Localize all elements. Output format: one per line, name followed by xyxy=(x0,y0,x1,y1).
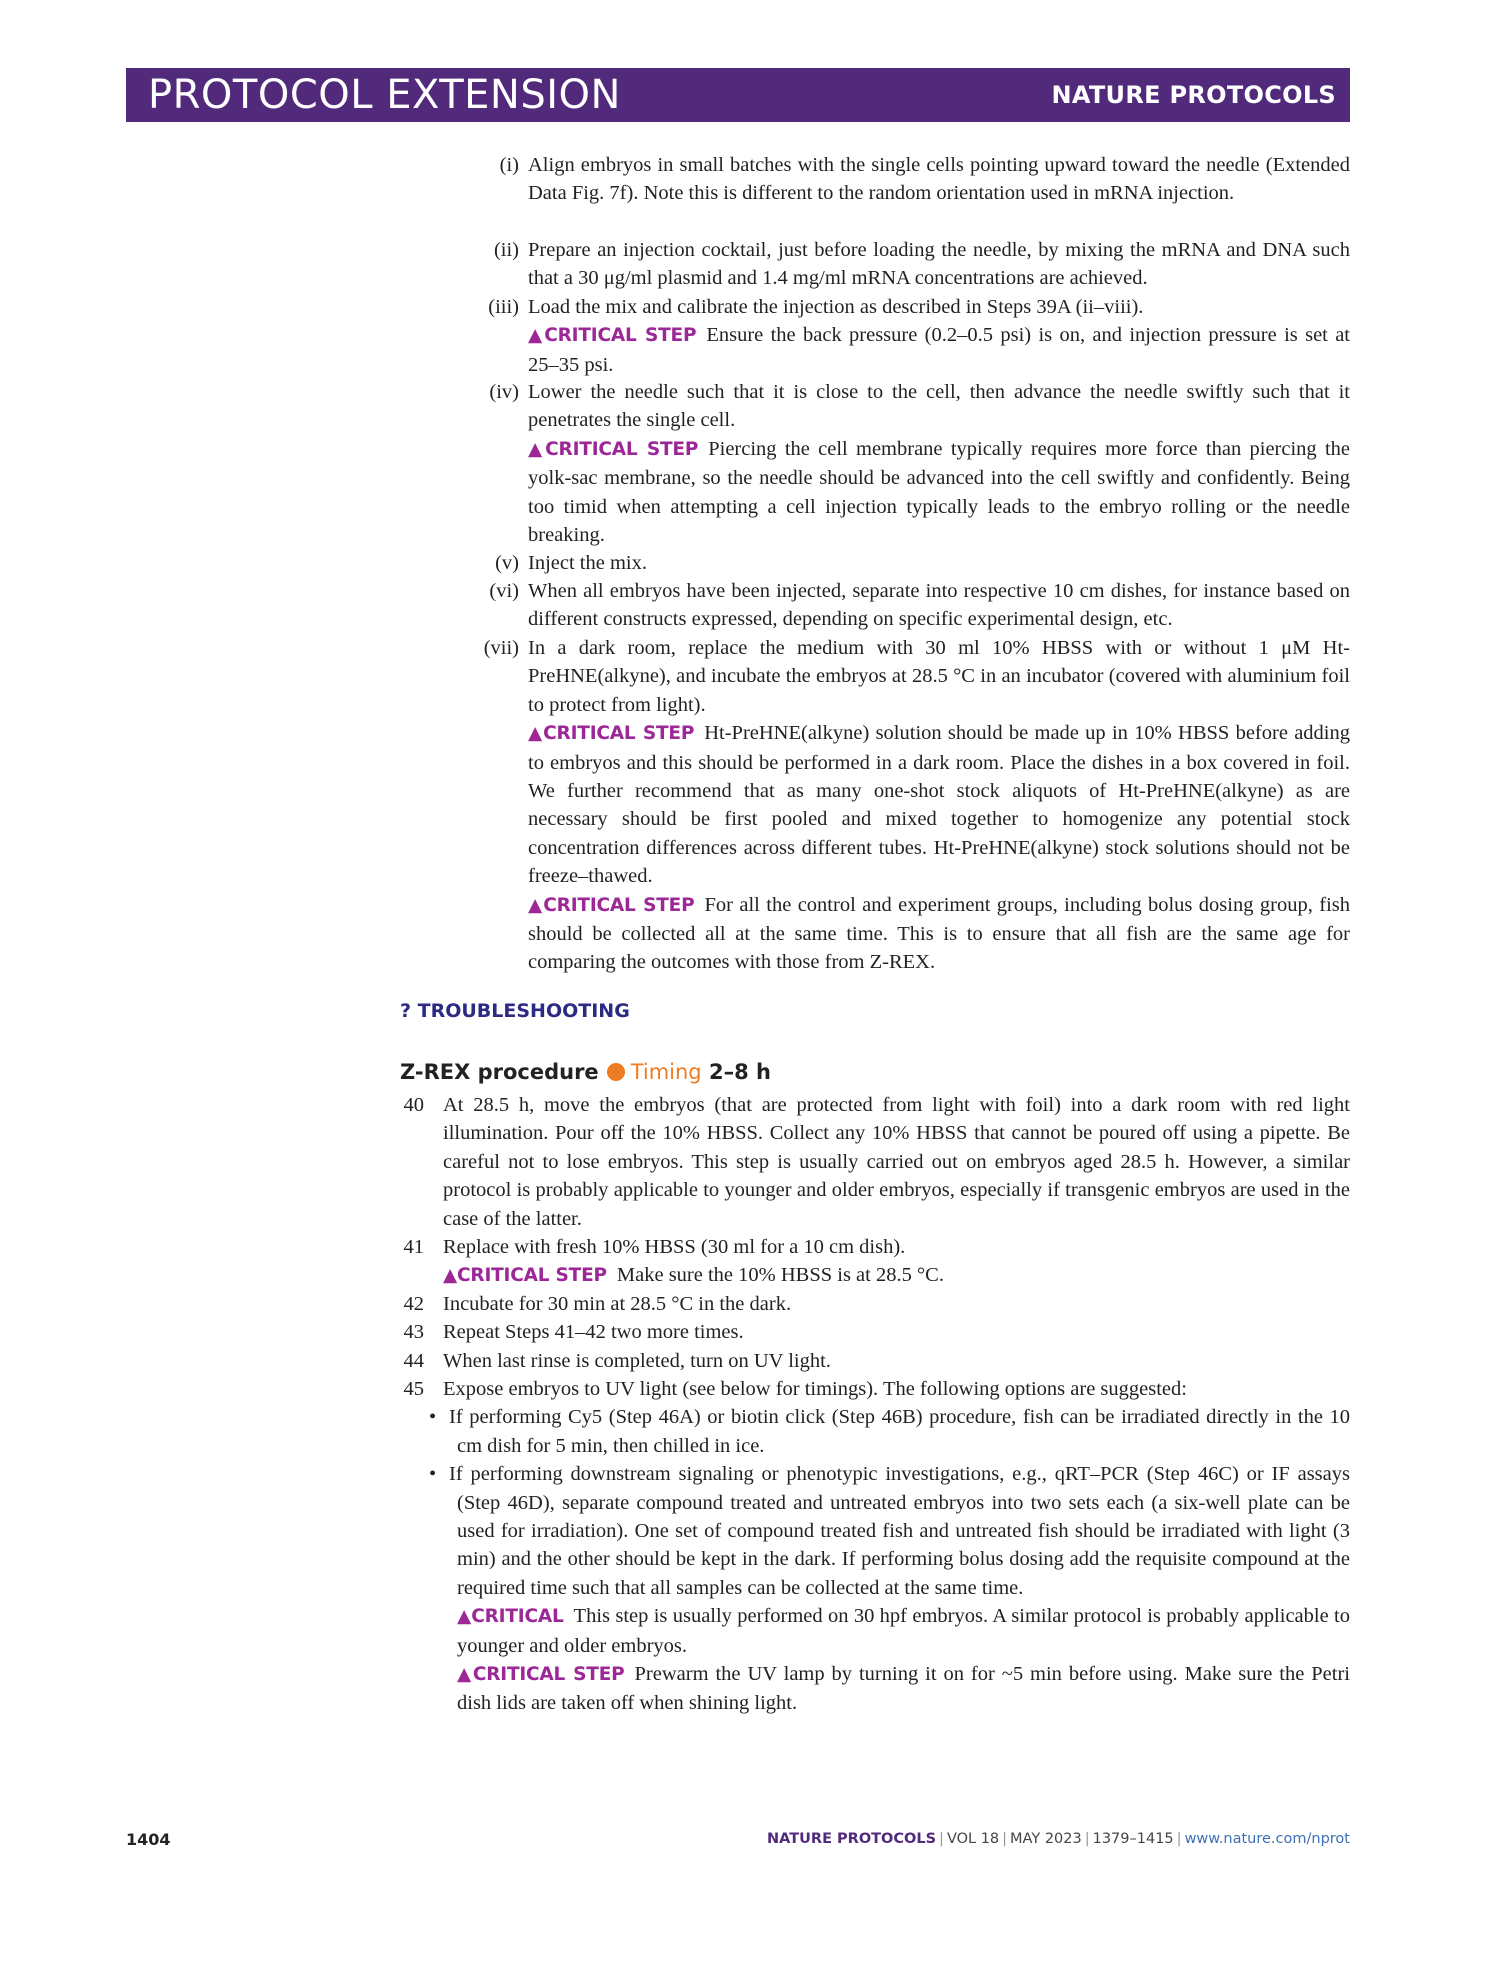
critical-step-label: ▲CRITICAL STEP xyxy=(528,894,695,916)
step-text: Incubate for 30 min at 28.5 °C in the dark. xyxy=(443,1293,792,1315)
critical-step-label: ▲CRITICAL STEP xyxy=(528,723,695,745)
timing-value: 2–8 h xyxy=(708,1060,771,1084)
substep-text: Align embryos in small batches with the single cells pointing upward toward the needle (Extended Data Fig. 7f). Note this is different to the random orientation used in mRNA injection. xyxy=(528,154,1350,205)
step-number: 45 xyxy=(403,1378,424,1400)
page-number: 1404 xyxy=(126,1830,171,1849)
critical-step-text: Ensure the back pressure (0.2–0.5 psi) is on, and injection pressure is set at 25–35 psi. xyxy=(528,324,1350,376)
substep-number: (vi) xyxy=(489,580,519,602)
substep-number: (vii) xyxy=(483,637,519,659)
journal-label: NATURE PROTOCOLS xyxy=(1051,81,1336,109)
bullet-item: • If performing Cy5 (Step 46A) or biotin click (Step 46B) procedure, fish can be irradiated directly in the 10 cm dish for 5 min, then chilled in ice. xyxy=(429,1406,1350,1457)
critical-step-label: ▲CRITICAL STEP xyxy=(457,1664,625,1686)
substep-text: Inject the mix. xyxy=(528,552,647,574)
critical-step-note xyxy=(528,719,1350,890)
critical-step-label: ▲CRITICAL STEP xyxy=(443,1265,607,1287)
timing-dot-icon xyxy=(607,1063,625,1081)
critical-step-text: Ht-PreHNE(alkyne) solution should be made up in 10% HBSS before adding to embryos and this should be performed in a dark room. Place the dishes in a box covered in foil. We further recommend that as many one-shot stock aliquots of Ht-PreHNE(alkyne) as are necessary should be first pooled and mixed together to homogenize any potential stock concentration differences across different tubes. Ht-PreHNE(alkyne) stock solutions should not be freeze–thawed. xyxy=(528,722,1351,888)
separator: | xyxy=(1002,1831,1008,1847)
timing-label: Timing xyxy=(630,1060,702,1084)
critical-step-text: For all the control and experiment groups, including bolus dosing group, fish should be collected all at the same time. This is to ensure that all fish are the same age for comparing the outcomes with those from Z-REX. xyxy=(528,893,1350,974)
critical-label: ▲CRITICAL xyxy=(457,1606,564,1628)
step-number: 44 xyxy=(403,1350,424,1372)
substep-number: (v) xyxy=(495,552,519,574)
footer-pages: 1379–1415 xyxy=(1092,1831,1174,1847)
critical-step-text: Piercing the cell membrane typically requires more force than piercing the yolk-sac membrane, so the needle should be advanced into the cell swiftly and confidently. Being too timid when attempting a cell injection typically leads to the embryo rolling or the needle breaking. xyxy=(528,437,1350,547)
step-number: 43 xyxy=(403,1321,424,1343)
bullet-text: If performing Cy5 (Step 46A) or biotin click (Step 46B) procedure, fish can be irradiated directly in the 10 cm dish for 5 min, then chilled in ice. xyxy=(449,1406,1350,1457)
substep-text: In a dark room, replace the medium with 30 ml 10% HBSS with or without 1 μM Ht-PreHNE(alkyne), and incubate the embryos at 28.5 °C in an incubator (covered with aluminium foil to protect from light). xyxy=(528,637,1350,716)
step-text: At 28.5 h, move the embryos (that are protected from light with foil) into a dark room with red light illumination. Pour off the 10% HBSS. Collect any 10% HBSS that cannot be poured off using a pipette. Be careful not to lose embryos. This step is usually carried out on embryos aged 28.5 h. However, a similar protocol is probably applicable to younger and older embryos, especially if transgenic embryos are used in the case of the latter. xyxy=(443,1094,1350,1230)
separator: | xyxy=(1084,1831,1090,1847)
substep-text: Prepare an injection cocktail, just before loading the needle, by mixing the mRNA and DNA such that a 30 μg/ml plasmid and 1.4 mg/ml mRNA concentrations are achieved. xyxy=(528,239,1350,290)
footer-date: MAY 2023 xyxy=(1010,1831,1082,1847)
header-bar xyxy=(126,68,1350,122)
step-number: 40 xyxy=(403,1094,424,1116)
footer-volume: VOL 18 xyxy=(946,1831,1000,1847)
step-text: Replace with fresh 10% HBSS (30 ml for a 10 cm dish). xyxy=(443,1236,906,1258)
bullet-text: If performing downstream signaling or phenotypic investigations, e.g., qRT–PCR (Step 46C) or IF assays (Step 46D), separate compound treated and untreated embryos into two sets each (a six-well plate can be used for irradiation). One set of compound treated fish and untreated fish should be irradiated with light (3 min) and the other should be kept in the dark. If performing bolus dosing add the requisite compound at the required time such that all samples can be collected at the same time. xyxy=(449,1463,1350,1599)
footer-url-link[interactable]: www.nature.com/nprot xyxy=(1184,1831,1350,1847)
substep-number: (iii) xyxy=(488,296,519,318)
step-text: Repeat Steps 41–42 two more times. xyxy=(443,1321,744,1343)
critical-note xyxy=(443,1602,1350,1660)
substep-number: (i) xyxy=(499,154,519,176)
critical-step-note xyxy=(528,891,1350,977)
substep-text: Lower the needle such that it is close to the cell, then advance the needle swiftly such that it penetrates the single cell. xyxy=(528,381,1350,432)
critical-step-note xyxy=(528,435,1350,550)
critical-step-text: Make sure the 10% HBSS is at 28.5 °C. xyxy=(616,1264,944,1287)
footer-citation xyxy=(767,1831,1350,1847)
substep-number: (iv) xyxy=(489,381,519,403)
critical-step-note xyxy=(443,1660,1350,1718)
zrex-heading xyxy=(400,1060,771,1084)
step-number: 42 xyxy=(403,1293,424,1315)
critical-step-text: Prewarm the UV lamp by turning it on for ~5 min before using. Make sure the Petri dish lids are taken off when shining light. xyxy=(457,1663,1350,1715)
troubleshooting-heading: ? TROUBLESHOOTING xyxy=(400,1000,630,1022)
zrex-title: Z-REX procedure xyxy=(400,1060,599,1084)
critical-step-label: ▲CRITICAL STEP xyxy=(528,438,699,460)
substep-number: (ii) xyxy=(493,239,519,261)
step-number: 41 xyxy=(403,1236,424,1258)
separator: | xyxy=(1176,1831,1182,1847)
bullet-item: • If performing downstream signaling or phenotypic investigations, e.g., qRT–PCR (Step 46C) or IF assays (Step 46D), separate compound treated and untreated embryos into two sets each (a six-well plate can be used for irradiation). One set of compound treated fish and untreated fish should be irradiated with light (3 min) and the other should be kept in the dark. If performing bolus dosing add the requisite compound at the required time such that all samples can be collected at the same time. xyxy=(429,1463,1350,1599)
critical-step-label: ▲CRITICAL STEP xyxy=(528,325,697,347)
separator: | xyxy=(939,1831,944,1847)
step-text: When last rinse is completed, turn on UV light. xyxy=(443,1350,831,1372)
critical-step-note xyxy=(443,1261,1350,1290)
substep-text: When all embryos have been injected, separate into respective 10 cm dishes, for instance based on different constructs expressed, depending on specific experimental design, etc. xyxy=(528,580,1350,631)
step-text: Expose embryos to UV light (see below for timings). The following options are suggested: xyxy=(443,1378,1187,1400)
critical-step-note xyxy=(528,321,1350,379)
critical-text: This step is usually performed on 30 hpf embryos. A similar protocol is probably applicable to younger and older embryos. xyxy=(457,1605,1350,1657)
substep-text: Load the mix and calibrate the injection as described in Steps 39A (ii–viii). xyxy=(528,296,1144,318)
section-label: PROTOCOL EXTENSION xyxy=(148,72,621,118)
footer-journal: NATURE PROTOCOLS xyxy=(767,1831,937,1847)
